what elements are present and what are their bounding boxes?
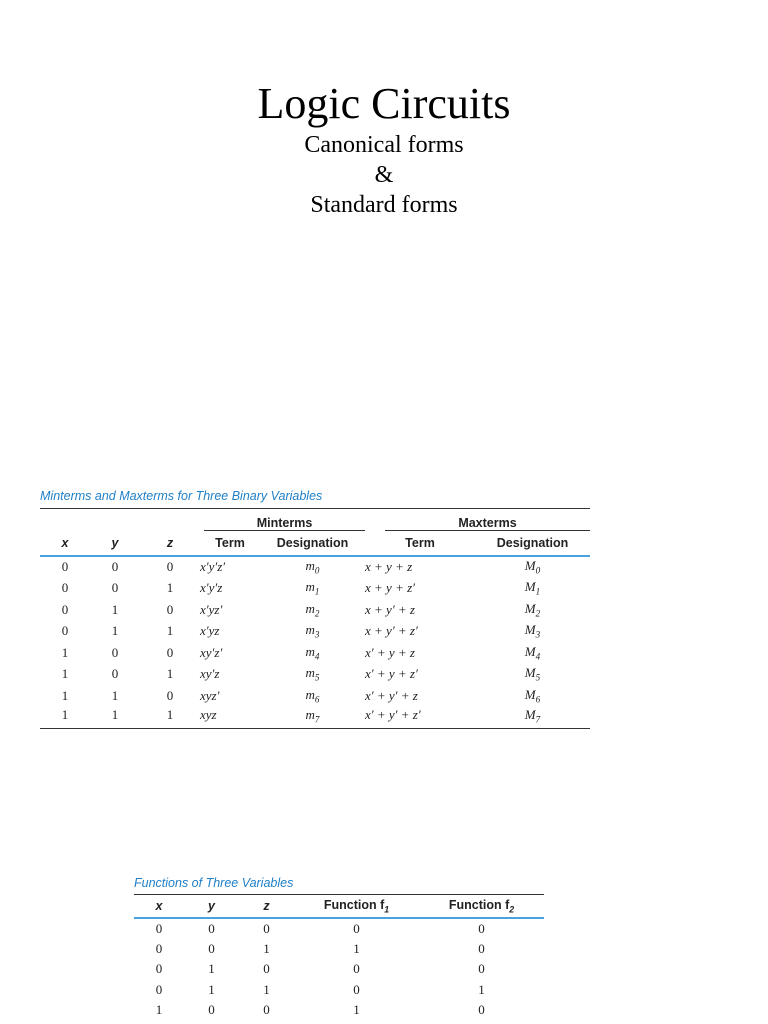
cell-maxterm-designation: $M_6$: [524, 686, 541, 705]
cell-y: 0: [111, 580, 119, 596]
cell-minterm-designation: $m_6$: [305, 686, 320, 705]
table-row: [40, 599, 590, 621]
cell-z: 1: [166, 580, 174, 596]
table-row: [40, 707, 590, 729]
cell-z: 0: [263, 1002, 270, 1018]
cell-z: 0: [166, 644, 174, 660]
cell-z: 0: [166, 687, 174, 703]
cell-maxterm-designation: $M_4$: [524, 643, 541, 662]
column-header-x: x: [40, 531, 90, 556]
cell-y: 1: [90, 707, 140, 729]
cell-x: 0: [61, 559, 69, 575]
cell-y: 0: [208, 920, 215, 936]
cell-maxterm-term: x + y′ + z: [365, 601, 415, 617]
cell-x: 1: [155, 1002, 163, 1018]
cell-y: 0: [111, 644, 119, 660]
column-header-y: y: [90, 531, 140, 556]
cell-x: 0: [155, 940, 163, 956]
cell-function-f2: 0: [478, 940, 485, 956]
cell-y: 1: [208, 961, 215, 977]
column-header-minterm-term: Term: [200, 531, 260, 556]
cell-maxterm-term: x + y + z: [365, 559, 413, 575]
cell-z: 0: [263, 920, 270, 936]
cell-y: 1: [111, 601, 119, 617]
cell-maxterm-term: x′ + y′ + z: [365, 687, 418, 703]
cell-y: 0: [208, 1002, 215, 1018]
table-row: [134, 980, 544, 1001]
column-header-function-f1: Function $f_1$: [294, 895, 419, 919]
cell-minterm-term: xy′z′: [200, 644, 223, 660]
cell-function-f1: 1: [353, 940, 360, 956]
cell-minterm-designation: $m_1$: [305, 579, 320, 598]
cell-y: 0: [111, 559, 119, 575]
cell-maxterm-term: x + y′ + z′: [365, 623, 418, 639]
cell-z: 0: [166, 601, 174, 617]
cell-z: 1: [263, 981, 270, 997]
table-row: [134, 939, 544, 960]
cell-x: 1: [61, 687, 69, 703]
column-header-x: x: [134, 895, 184, 919]
cell-function-f2: 0: [478, 920, 485, 936]
cell-y: 0: [111, 666, 119, 682]
cell-maxterm-designation: $M_3$: [524, 622, 541, 641]
table-row: [40, 685, 590, 707]
column-header-z: z: [239, 895, 294, 919]
cell-maxterm-designation: $M_5$: [524, 665, 541, 684]
functions-table: [134, 894, 544, 1021]
cell-function-f1: 0: [353, 981, 360, 997]
cell-function-f1: 0: [353, 920, 360, 936]
subtitle-line-3: Standard forms: [310, 192, 458, 218]
cell-maxterm-term: x + y + z′: [365, 580, 415, 596]
cell-x: 1: [40, 707, 90, 729]
cell-z: 0: [263, 961, 270, 977]
column-header-maxterm-term: Term: [365, 531, 475, 556]
cell-function-f1: 1: [353, 1002, 360, 1018]
page-title: Logic Circuits: [257, 79, 511, 128]
cell-minterm-term: xy′z: [200, 666, 220, 682]
cell-minterm-term: x′y′z′: [200, 559, 226, 575]
table-row: [40, 578, 590, 600]
cell-minterm-designation: $m_5$: [305, 665, 320, 684]
column-header-function-f2: Function $f_2$: [419, 895, 544, 919]
cell-function-f2: 0: [478, 961, 485, 977]
cell-x: 0: [155, 961, 163, 977]
minterms-maxterms-table: [40, 508, 590, 729]
cell-minterm-designation: $m_7$: [260, 707, 365, 729]
cell-y: 1: [208, 981, 215, 997]
subtitle-line-2: &: [374, 162, 394, 188]
cell-maxterm-term: x′ + y′ + z′: [365, 707, 475, 729]
cell-y: 1: [111, 623, 119, 639]
cell-z: 1: [166, 666, 174, 682]
cell-minterm-designation: $m_0$: [305, 558, 320, 577]
table-row: [134, 1000, 544, 1021]
table-row: [134, 959, 544, 980]
table-row: [40, 556, 590, 578]
minterms-maxterms-caption: Minterms and Maxterms for Three Binary Variables: [40, 489, 323, 503]
cell-z: 1: [166, 623, 174, 639]
cell-z: 0: [166, 559, 174, 575]
functions-caption: Functions of Three Variables: [134, 876, 294, 890]
cell-x: 1: [61, 644, 69, 660]
cell-function-f1: 0: [353, 961, 360, 977]
column-header-maxterm-designation: Designation: [475, 531, 590, 556]
cell-maxterm-designation: $M_7$: [475, 707, 590, 729]
cell-minterm-term: x′yz: [200, 623, 220, 639]
cell-x: 0: [61, 623, 69, 639]
cell-maxterm-term: x′ + y + z: [365, 644, 415, 660]
cell-minterm-term: x′y′z: [200, 580, 223, 596]
group-header-maxterms: Maxterms: [385, 516, 590, 531]
cell-minterm-term: x′yz′: [200, 601, 223, 617]
cell-minterm-designation: $m_4$: [305, 643, 320, 662]
cell-function-f2: 1: [478, 981, 485, 997]
cell-y: 1: [111, 687, 119, 703]
cell-minterm-designation: $m_3$: [305, 622, 320, 641]
cell-minterm-term: xyz′: [200, 687, 220, 703]
cell-minterm-term: xyz: [200, 707, 260, 729]
table-row: [134, 918, 544, 939]
column-header-y: y: [184, 895, 239, 919]
cell-x: 0: [155, 981, 163, 997]
cell-x: 0: [155, 920, 163, 936]
table-row: [40, 664, 590, 686]
cell-z: 1: [263, 940, 270, 956]
cell-x: 0: [61, 580, 69, 596]
table-row: [40, 642, 590, 664]
cell-maxterm-term: x′ + y + z′: [365, 666, 418, 682]
subtitle-line-1: Canonical forms: [304, 132, 464, 158]
table-row: [40, 621, 590, 643]
cell-x: 1: [61, 666, 69, 682]
group-header-minterms: Minterms: [204, 516, 365, 531]
column-header-minterm-designation: Designation: [260, 531, 365, 556]
cell-maxterm-designation: $M_2$: [524, 600, 541, 619]
column-header-z: z: [140, 531, 200, 556]
cell-x: 0: [61, 601, 69, 617]
cell-y: 0: [208, 940, 215, 956]
cell-maxterm-designation: $M_0$: [524, 558, 541, 577]
cell-maxterm-designation: $M_1$: [524, 579, 541, 598]
title-block: [0, 78, 768, 220]
cell-function-f2: 0: [478, 1002, 485, 1018]
cell-minterm-designation: $m_2$: [305, 600, 320, 619]
cell-z: 1: [140, 707, 200, 729]
